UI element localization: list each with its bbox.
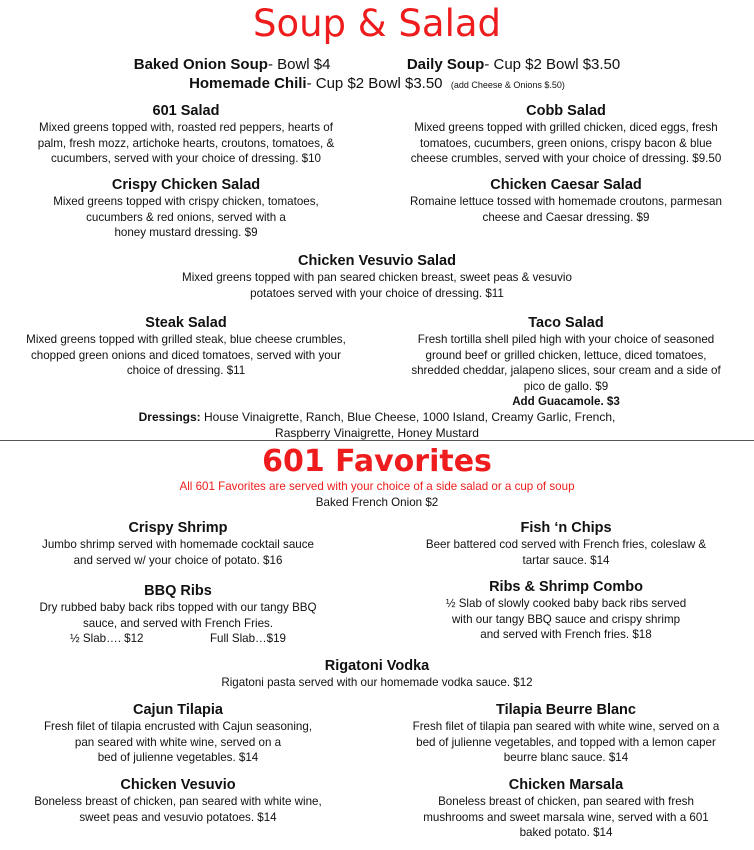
daily-soup-item: Daily Soup- Cup $2 Bowl $3.50 xyxy=(406,56,621,73)
item-desc: shredded cheddar, jalapeno slices, sour cream and a side of xyxy=(411,364,721,377)
favorites-title: 601 Favorites xyxy=(262,444,492,479)
dressings-label: Dressings: xyxy=(138,410,201,424)
half-slab-price: ½ Slab…. $12 xyxy=(70,632,144,645)
section-divider xyxy=(0,440,754,441)
item-desc: with our tangy BBQ sauce and crispy shrimp xyxy=(451,612,681,626)
item-name: Chicken Vesuvio xyxy=(120,777,236,793)
item-name: Crispy Chicken Salad xyxy=(111,177,261,193)
item-name: Steak Salad xyxy=(145,315,227,331)
menu-item-bbq-ribs xyxy=(0,582,356,647)
item-desc: honey mustard dressing. $9 xyxy=(114,226,258,239)
item-desc: Romaine lettuce tossed with homemade croutons, parmesan xyxy=(410,195,722,208)
menu-item-chicken-vesuvio-salad xyxy=(0,252,754,301)
item-desc: choice of dressing. $11 xyxy=(126,364,246,377)
item-name: Crispy Shrimp xyxy=(128,520,228,536)
item-desc: baked potato. $14 xyxy=(519,826,613,839)
soup-line xyxy=(0,56,754,73)
item-desc: Boneless breast of chicken, pan seared with white wine, xyxy=(34,795,322,808)
menu-item-ribs-shrimp-combo xyxy=(378,578,754,643)
item-desc: mushrooms and sweet marsala wine, served with a 601 xyxy=(423,810,709,824)
item-name: Fish ‘n Chips xyxy=(520,520,612,536)
item-desc: pan seared with white wine, served on a xyxy=(74,735,282,749)
chili-line: Homemade Chili- Cup $2 Bowl $3.50 (add Cheese & Onions $.50) xyxy=(189,75,565,92)
item-name: Tilapia Beurre Blanc xyxy=(496,702,636,718)
item-name: Chicken Caesar Salad xyxy=(490,177,642,193)
menu-item-taco-salad xyxy=(378,314,754,410)
menu-item-tilapia-beurre-blanc xyxy=(378,701,754,766)
item-desc: ½ Slab of slowly cooked baby back ribs served xyxy=(445,597,687,610)
item-name: 601 Salad xyxy=(152,103,220,119)
item-desc: palm, fresh mozz, artichoke hearts, croutons, tomatoes, & xyxy=(37,136,335,150)
menu-item-chicken-marsala xyxy=(378,776,754,841)
item-desc: Mixed greens topped with grilled chicken, diced eggs, fresh xyxy=(414,121,718,134)
item-desc: Fresh filet of tilapia encrusted with Cajun seasoning, xyxy=(43,720,313,733)
item-desc: and served with French fries. $18 xyxy=(480,628,652,641)
item-desc: Dry rubbed baby back ribs topped with our tangy BBQ xyxy=(39,601,317,614)
menu-item-601-salad xyxy=(0,102,372,167)
menu-item-chicken-caesar-salad xyxy=(378,176,754,225)
favorites-subnote: Baked French Onion $2 xyxy=(315,495,439,509)
menu-item-crispy-shrimp xyxy=(0,519,356,568)
item-desc: tartar sauce. $14 xyxy=(522,553,610,567)
favorites-note: All 601 Favorites are served with your choice of a side salad or a cup of soup Baked French Onion $2 xyxy=(0,479,754,510)
item-desc: bed of julienne vegetables, and topped with a lemon caper xyxy=(416,735,716,749)
item-desc: Fresh filet of tilapia pan seared with white wine, served on a xyxy=(412,720,720,733)
item-desc: tomatoes, cucumbers, green onions, crispy bacon & blue xyxy=(420,136,712,150)
menu-item-chicken-vesuvio xyxy=(0,776,356,825)
item-desc: bed of julienne vegetables. $14 xyxy=(97,751,259,764)
item-desc: and served w/ your choice of potato. $16 xyxy=(73,553,283,567)
menu-item-cobb-salad xyxy=(378,102,754,167)
item-desc: Mixed greens topped with grilled steak, blue cheese crumbles, xyxy=(26,333,346,346)
menu-item-steak-salad xyxy=(0,314,372,379)
item-desc: Fresh tortilla shell piled high with your choice of seasoned xyxy=(417,333,715,346)
item-desc: chopped green onions and diced tomatoes, served with your xyxy=(30,348,341,362)
item-desc: sauce, and served with French Fries. xyxy=(82,616,274,630)
item-desc: pico de gallo. $9 xyxy=(523,379,609,393)
item-name: Rigatoni Vodka xyxy=(324,658,430,674)
add-guacamole: Add Guacamole. $3 xyxy=(512,395,620,408)
dressings-line2: Raspberry Vinaigrette, Honey Mustard xyxy=(275,425,479,440)
item-name: BBQ Ribs xyxy=(144,583,212,599)
item-name: Chicken Vesuvio Salad xyxy=(298,253,456,269)
item-desc: cheese and Caesar dressing. $9 xyxy=(482,210,650,224)
item-desc: Beer battered cod served with French fries, coleslaw & xyxy=(425,538,707,551)
menu-item-fish-n-chips xyxy=(378,519,754,568)
item-desc: cheese crumbles, served with your choice of dressing. $9.50 xyxy=(410,152,722,165)
item-desc: Mixed greens topped with pan seared chicken breast, sweet peas & vesuvio xyxy=(182,271,572,284)
item-desc: cucumbers, served with your choice of dressing. $10 xyxy=(50,152,321,165)
item-desc: beurre blanc sauce. $14 xyxy=(503,751,629,764)
full-slab-price: Full Slab…$19 xyxy=(209,632,286,645)
item-desc: potatoes served with your choice of dressing. $11 xyxy=(250,286,504,300)
menu-item-cajun-tilapia xyxy=(0,701,356,766)
item-prices xyxy=(0,631,356,647)
item-desc: ground beef or grilled chicken, lettuce, diced tomatoes, xyxy=(425,348,707,362)
item-name: Taco Salad xyxy=(528,315,604,331)
item-name: Cobb Salad xyxy=(526,103,606,119)
item-name: Cajun Tilapia xyxy=(133,702,223,718)
item-desc: Mixed greens topped with, roasted red peppers, hearts of xyxy=(39,121,333,134)
chili-note: (add Cheese & Onions $.50) xyxy=(450,80,565,90)
item-name: Ribs & Shrimp Combo xyxy=(489,579,643,595)
menu-item-crispy-chicken-salad xyxy=(0,176,372,241)
onion-soup-item: Baked Onion Soup- Bowl $4 xyxy=(133,56,331,73)
item-desc: Jumbo shrimp served with homemade cocktail sauce xyxy=(42,538,314,551)
item-desc: cucumbers & red onions, served with a xyxy=(86,210,286,224)
item-desc: sweet peas and vesuvio potatoes. $14 xyxy=(79,810,277,824)
item-name: Chicken Marsala xyxy=(508,777,624,793)
item-desc: Boneless breast of chicken, pan seared with fresh xyxy=(438,795,694,808)
item-desc: Mixed greens topped with crispy chicken, tomatoes, xyxy=(53,195,319,208)
soup-salad-title: Soup & Salad xyxy=(252,2,502,45)
item-desc: Rigatoni pasta served with our homemade vodka sauce. $12 xyxy=(221,676,533,689)
dressings-list: Dressings: House Vinaigrette, Ranch, Blue Cheese, 1000 Island, Creamy Garlic, French, Raspberry Vinaigrette, Honey Mustard xyxy=(0,410,754,441)
menu-item-rigatoni-vodka xyxy=(0,657,754,691)
